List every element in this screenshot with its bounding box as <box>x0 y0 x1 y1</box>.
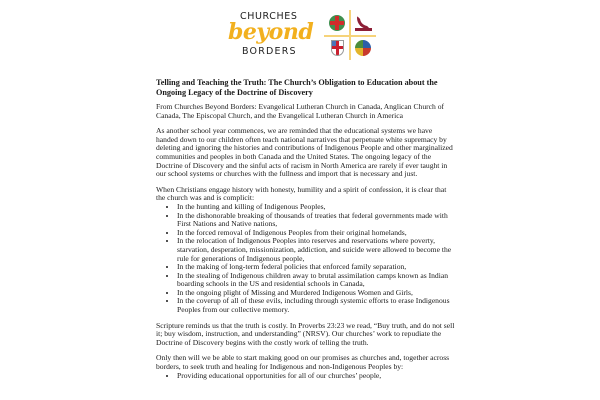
logo-line-borders: BORDERS <box>242 46 297 57</box>
byline: From Churches Beyond Borders: Evangelical Lutheran Church in Canada, Anglican Church of Canada, The Episcopal Church, and the Evangelical Lutheran Church in America <box>156 102 445 120</box>
list-item: • In the relocation of Indigenous Peoples into reserves and reservations where poverty, starvation, desperation, missionization, addiction, and suicide were allowed to become the rule for generations of Indigenous people, <box>177 237 456 263</box>
document-title: Telling and Teaching the Truth: The Church’s Obligation to Education about the Ongoing Legacy of the Doctrine of Discovery <box>156 78 438 97</box>
list-item: • Providing educational opportunities for all of our churches’ people, <box>177 372 456 381</box>
list-item: • In the dishonorable breaking of thousands of treaties that federal governments made with First Nations and Native nations, <box>177 212 456 229</box>
document-body <box>156 78 456 387</box>
logo-line-churches: CHURCHES <box>240 11 298 22</box>
episcopal-shield-icon <box>331 40 344 56</box>
logo-script-beyond: beyond <box>228 19 314 45</box>
paragraph-2: When Christians engage history with honesty, humility and a spirit of confession, it is clear that the church was and is complicit: <box>156 184 447 203</box>
emblem-divider-horizontal <box>324 35 376 37</box>
list-item: • In the forced removal of Indigenous Peoples from their original homelands, <box>177 229 456 238</box>
church-emblems <box>324 10 376 60</box>
paragraph-3: Scripture reminds us that the truth is costly. In Proverbs 23:23 we read, “Buy truth, and do not sell it; buy wisdom, instruction, and understanding” (NRSV). Our churches’ work to repudiate the Doctrine of Discovery begins with the costly work of telling the truth. <box>156 320 455 347</box>
paragraph-1: As another school year commences, we are reminded that the educational systems we have handed down to our children often teach national narratives that perpetuate white supremacy by deleting and ignoring the histories and contributions of Indigenous People and other marginalized communities and peoples in both Canada and the United States. The ongoing legacy of the Doctrine of Discovery and the sinful acts of racism in North America are rarely if ever taught in our school systems or churches with the fullness and import that is necessary and just. <box>156 126 453 179</box>
list-item: • In the making of long-term federal policies that enforced family separation, <box>177 263 456 272</box>
elca-emblem-icon <box>355 40 371 56</box>
complicity-list <box>156 203 456 315</box>
list-item: • In the stealing of Indigenous children away to brutal assimilation camps known as Indian boarding schools in the US and residential schools in Canada, <box>177 272 456 289</box>
paragraph-4: Only then will we be able to start making good on our promises as churches and, together across borders, to seek truth and healing for Indigenous and non-Indigenous Peoples by: <box>156 353 450 372</box>
logo-wordmark <box>228 8 320 60</box>
churches-beyond-borders-logo <box>228 8 378 60</box>
elcic-cross-icon <box>329 15 345 31</box>
anglican-canada-icon <box>355 14 372 32</box>
list-item: • In the coverup of all of these evils, including through systemic efforts to erase Indigenous Peoples from our collective memory. <box>177 297 456 314</box>
list-item: • In the hunting and killing of Indigenous Peoples, <box>177 203 456 212</box>
list-item: • In the ongoing plight of Missing and Murdered Indigenous Women and Girls, <box>177 289 456 298</box>
commitments-list <box>156 372 456 381</box>
